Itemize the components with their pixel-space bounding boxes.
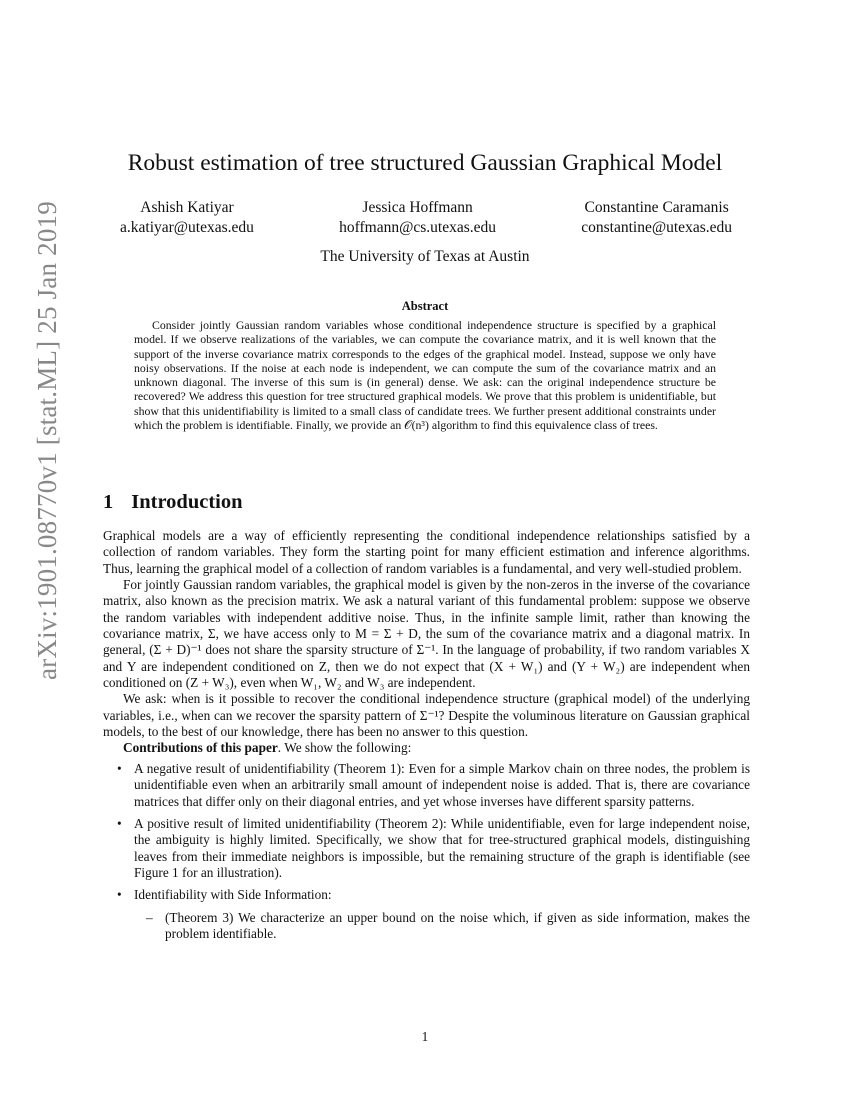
paragraph: We ask: when is it possible to recover the conditional independence structure (graphical model) of the underlying variables, i.e., when can we recover the sparsity pattern of Σ⁻¹? Despite the voluminous literature on Gaussian graphical models, to the best of our knowledge, there has been no answer to this question. [103, 691, 750, 740]
author-email: constantine@utexas.edu [581, 219, 732, 236]
bullet-icon: • [117, 887, 122, 903]
list-item [103, 816, 750, 881]
dash-icon: – [146, 909, 153, 925]
abstract-text: Consider jointly Gaussian random variables whose conditional independence structure is specified by a graphical model. If we observe realizations of the variables, we can compute the covariance matrix, and it is well known that the support of the inverse covariance matrix corresponds to the edges of the graphical model. Instead, suppose we only have noisy observations. If the noise at each node is independent, we can compute the sum of the covariance matrix and an unknown diagonal. The inverse of this sum is (in general) dense. We ask: can the original independence structure be recovered? We address this question for tree structured graphical models. We prove that this problem is unidentifiable, but show that this unidentifiability is limited to a small class of candidate trees. We further present additional constraints under which the problem is identifiable. Finally, we provide an 𝒪(n³) algorithm to find this equivalence class of trees. [134, 318, 716, 433]
list-item [103, 761, 750, 810]
paper-title: Robust estimation of tree structured Gaussian Graphical Model [127, 150, 723, 176]
author [120, 198, 254, 238]
author-email: hoffmann@cs.utexas.edu [339, 219, 497, 236]
author [581, 198, 732, 238]
bullet-icon: • [117, 760, 122, 776]
author-name: Ashish Katiyar [140, 199, 234, 216]
contributions-intro: . We show the following: [277, 740, 412, 756]
page-number: 1 [421, 1029, 429, 1044]
abstract-heading: Abstract [401, 299, 449, 313]
affiliation: The University of Texas at Austin [320, 248, 530, 265]
introduction-body [103, 528, 750, 948]
contributions-list [103, 761, 750, 942]
arxiv-identifier-stamp: arXiv:1901.08770v1 [stat.ML] 25 Jan 2019 [32, 201, 62, 680]
author-email: a.katiyar@utexas.edu [120, 219, 254, 236]
author [339, 198, 496, 238]
paragraph: Graphical models are a way of efficiently representing the conditional independence relationships satisfied by a collection of random variables. They form the starting point for many efficient estimation and inference algorithms. Thus, learning the graphical model of a collection of random variables is a fundamental, and very well-studied problem. [103, 528, 750, 576]
author-name: Constantine Caramanis [584, 199, 729, 216]
list-item-text: A positive result of limited unidentifiability (Theorem 2): While unidentifiable, even for large independent noise, the ambiguity is highly limited. Specifically, we show that for tree-structured graphical models, distinguishing leaves from their immediate neighbors is impossible, but the remaining structure of the graph is identifiable (see Figure 1 for an illustration). [134, 815, 750, 880]
list-item-text: Identifiability with Side Information: [134, 887, 332, 903]
sub-list [134, 910, 750, 943]
section-title: Introduction [131, 491, 243, 513]
section-number: 1 [103, 491, 114, 513]
contributions-paragraph [103, 740, 750, 756]
paragraph: For jointly Gaussian random variables, the graphical model is given by the non-zeros in the inverse of the covariance matrix, also known as the precision matrix. We ask a natural variant of this fundamental problem: suppose we observe the random variables with independent additive noise. Thus, in the infinite sample limit, rather than knowing the covariance matrix, Σ, we have access only to M = Σ + D, the sum of the covariance matrix and a diagonal matrix. In general, (Σ + D)⁻¹ does not share the sparsity structure of Σ⁻¹. In the language of probability, if two random variables X and Y are independent conditioned on Z, then we do not expect that (X + W₁) and (Y + W₂) are independent when conditioned on (Z + W₃), even when W₁, W₂ and W₃ are independent. [103, 577, 750, 691]
sub-list-item-text: (Theorem 3) We characterize an upper bound on the noise which, if given as side information, makes the problem identifiable. [165, 909, 750, 941]
author-name: Jessica Hoffmann [362, 199, 473, 216]
author-block [120, 198, 732, 238]
bullet-icon: • [117, 815, 122, 831]
list-item-text: A negative result of unidentifiability (Theorem 1): Even for a simple Markov chain on three nodes, the problem is unidentifiable even when an arbitrarily small amount of independent noise is added. That is, there are covariance matrices that differ only on their diagonal entries, and yet whose inverses have different sparsity patterns. [134, 760, 750, 809]
section-heading [103, 491, 243, 514]
list-item [103, 887, 750, 942]
sub-list-item [134, 910, 750, 943]
contributions-label: Contributions of this paper [123, 740, 278, 756]
